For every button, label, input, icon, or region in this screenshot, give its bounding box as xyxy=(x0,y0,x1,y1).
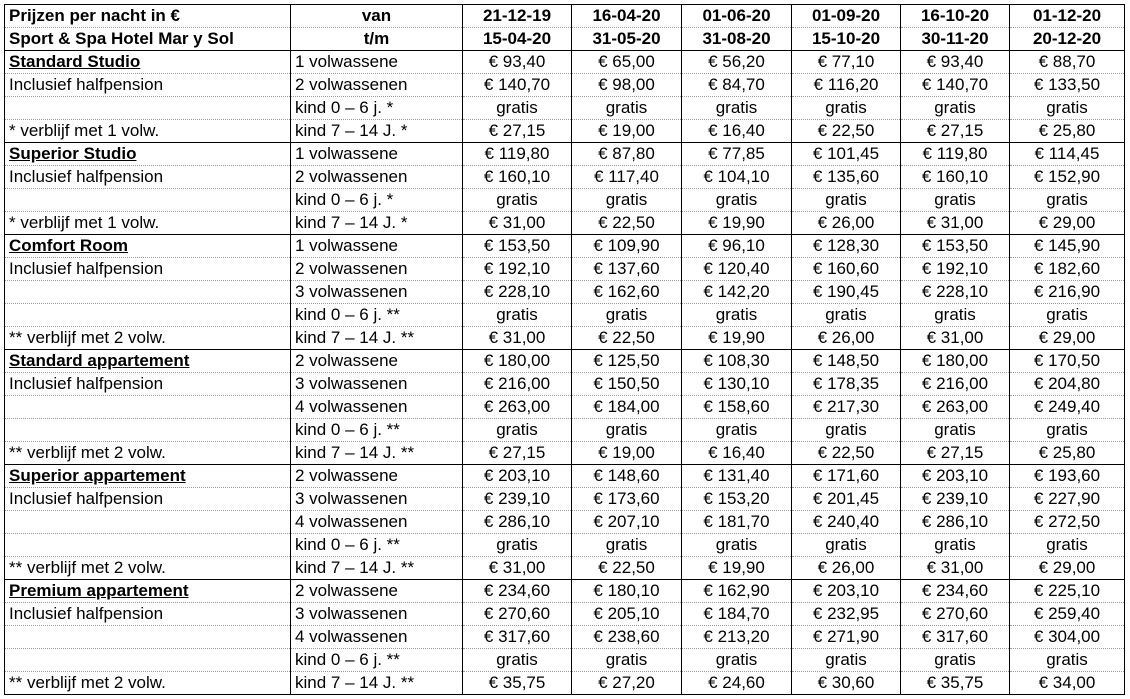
table-row xyxy=(5,396,1125,419)
price-cell[interactable]: € 88,70 xyxy=(1010,51,1125,74)
price-cell[interactable]: € 153,50 xyxy=(463,235,572,258)
price-cell[interactable]: € 270,60 xyxy=(901,603,1010,626)
price-cell[interactable]: € 93,40 xyxy=(901,51,1010,74)
price-cell[interactable]: € 25,80 xyxy=(1010,442,1125,465)
table-row xyxy=(5,97,1125,120)
occupancy-cell[interactable]: kind 0 – 6 j. ** xyxy=(291,304,463,327)
price-cell[interactable]: gratis xyxy=(463,189,572,212)
price-cell[interactable]: € 263,00 xyxy=(901,396,1010,419)
occupancy-cell[interactable]: 3 volwassenen xyxy=(291,488,463,511)
price-cell[interactable]: € 217,30 xyxy=(792,396,901,419)
occupancy-cell[interactable]: kind 7 – 14 J. ** xyxy=(291,327,463,350)
table-row xyxy=(5,74,1125,97)
room-type-cell[interactable]: Standard appartement xyxy=(5,350,291,373)
info-cell[interactable] xyxy=(5,281,291,304)
room-type-cell[interactable]: Superior appartement xyxy=(5,465,291,488)
price-cell[interactable]: gratis xyxy=(682,649,792,672)
price-cell[interactable]: € 140,70 xyxy=(463,74,572,97)
occupancy-cell[interactable]: kind 0 – 6 j. * xyxy=(291,97,463,120)
price-cell[interactable]: gratis xyxy=(572,304,682,327)
occupancy-cell[interactable]: 2 volwassenen xyxy=(291,258,463,281)
price-cell[interactable]: € 234,60 xyxy=(901,580,1010,603)
price-cell[interactable]: € 142,20 xyxy=(682,281,792,304)
price-cell[interactable]: € 119,80 xyxy=(463,143,572,166)
price-cell[interactable]: € 24,60 xyxy=(682,672,792,695)
occupancy-cell[interactable]: 2 volwassene xyxy=(291,580,463,603)
price-cell[interactable]: € 65,00 xyxy=(572,51,682,74)
price-cell[interactable]: € 201,45 xyxy=(792,488,901,511)
price-cell[interactable]: € 207,10 xyxy=(572,511,682,534)
price-cell[interactable]: gratis xyxy=(1010,189,1125,212)
occupancy-cell[interactable]: 3 volwassenen xyxy=(291,603,463,626)
info-cell[interactable]: ** verblijf met 2 volw. xyxy=(5,327,291,350)
info-cell[interactable] xyxy=(5,649,291,672)
info-cell[interactable]: Inclusief halfpension xyxy=(5,258,291,281)
price-cell[interactable]: € 178,35 xyxy=(792,373,901,396)
price-table-body xyxy=(5,5,1125,695)
table-row xyxy=(5,373,1125,396)
price-cell[interactable]: € 128,30 xyxy=(792,235,901,258)
price-cell[interactable]: € 213,20 xyxy=(682,626,792,649)
header-date-cell[interactable]: 21-12-19 xyxy=(463,5,572,28)
price-cell[interactable]: € 27,15 xyxy=(901,120,1010,143)
price-cell[interactable]: € 131,40 xyxy=(682,465,792,488)
table-row xyxy=(5,580,1125,603)
header-date-cell[interactable]: 16-10-20 xyxy=(901,5,1010,28)
price-cell[interactable]: € 259,40 xyxy=(1010,603,1125,626)
table-row xyxy=(5,534,1125,557)
price-cell[interactable]: gratis xyxy=(572,649,682,672)
occupancy-cell[interactable]: 4 volwassenen xyxy=(291,396,463,419)
table-row xyxy=(5,189,1125,212)
price-cell[interactable]: € 26,00 xyxy=(792,557,901,580)
room-type-cell[interactable]: Premium appartement xyxy=(5,580,291,603)
price-cell[interactable]: € 192,10 xyxy=(901,258,1010,281)
occupancy-cell[interactable]: kind 0 – 6 j. ** xyxy=(291,419,463,442)
table-row xyxy=(5,120,1125,143)
price-cell[interactable]: € 152,90 xyxy=(1010,166,1125,189)
price-cell[interactable]: € 114,45 xyxy=(1010,143,1125,166)
price-cell[interactable]: € 22,50 xyxy=(792,120,901,143)
price-cell[interactable]: € 227,90 xyxy=(1010,488,1125,511)
price-cell[interactable]: gratis xyxy=(572,97,682,120)
price-cell[interactable]: € 30,60 xyxy=(792,672,901,695)
table-row xyxy=(5,649,1125,672)
table-row xyxy=(5,166,1125,189)
price-cell[interactable]: € 125,50 xyxy=(572,350,682,373)
price-cell[interactable]: € 133,50 xyxy=(1010,74,1125,97)
price-cell[interactable]: gratis xyxy=(1010,649,1125,672)
table-row xyxy=(5,327,1125,350)
header-label-cell[interactable]: van xyxy=(291,5,463,28)
price-cell[interactable]: € 148,60 xyxy=(572,465,682,488)
info-cell[interactable]: Inclusief halfpension xyxy=(5,488,291,511)
info-cell[interactable] xyxy=(5,304,291,327)
header-date-cell[interactable]: 30-11-20 xyxy=(901,28,1010,51)
price-cell[interactable]: € 140,70 xyxy=(901,74,1010,97)
info-cell[interactable]: * verblijf met 1 volw. xyxy=(5,212,291,235)
price-cell[interactable]: € 22,50 xyxy=(572,327,682,350)
price-cell[interactable]: € 184,70 xyxy=(682,603,792,626)
table-row xyxy=(5,465,1125,488)
header-date-cell[interactable]: 01-06-20 xyxy=(682,5,792,28)
occupancy-cell[interactable]: 1 volwassene xyxy=(291,235,463,258)
info-cell[interactable] xyxy=(5,511,291,534)
info-cell[interactable] xyxy=(5,189,291,212)
info-cell[interactable] xyxy=(5,626,291,649)
price-cell[interactable]: € 101,45 xyxy=(792,143,901,166)
price-cell[interactable]: gratis xyxy=(682,534,792,557)
occupancy-cell[interactable]: 3 volwassenen xyxy=(291,281,463,304)
table-row xyxy=(5,143,1125,166)
price-cell[interactable]: € 96,10 xyxy=(682,235,792,258)
price-cell[interactable]: € 108,30 xyxy=(682,350,792,373)
price-table xyxy=(4,4,1125,695)
price-cell[interactable]: € 190,45 xyxy=(792,281,901,304)
occupancy-cell[interactable]: kind 7 – 14 J. ** xyxy=(291,442,463,465)
price-cell[interactable]: € 27,15 xyxy=(463,442,572,465)
price-cell[interactable]: € 173,60 xyxy=(572,488,682,511)
price-cell[interactable]: € 160,10 xyxy=(463,166,572,189)
price-cell[interactable]: € 16,40 xyxy=(682,120,792,143)
price-cell[interactable]: € 19,90 xyxy=(682,212,792,235)
price-cell[interactable]: gratis xyxy=(792,534,901,557)
price-cell[interactable]: € 84,70 xyxy=(682,74,792,97)
price-cell[interactable]: € 77,10 xyxy=(792,51,901,74)
header-date-cell[interactable]: 15-04-20 xyxy=(463,28,572,51)
table-row xyxy=(5,488,1125,511)
price-cell[interactable]: € 19,90 xyxy=(682,327,792,350)
price-cell[interactable]: gratis xyxy=(682,419,792,442)
price-cell[interactable]: € 87,80 xyxy=(572,143,682,166)
price-cell[interactable]: € 180,00 xyxy=(901,350,1010,373)
price-cell[interactable]: gratis xyxy=(792,97,901,120)
price-cell[interactable]: € 158,60 xyxy=(682,396,792,419)
price-cell[interactable]: € 181,70 xyxy=(682,511,792,534)
price-cell[interactable]: € 170,50 xyxy=(1010,350,1125,373)
table-row xyxy=(5,511,1125,534)
price-cell[interactable]: € 317,60 xyxy=(901,626,1010,649)
occupancy-cell[interactable]: kind 7 – 14 J. ** xyxy=(291,672,463,695)
price-cell[interactable]: € 31,00 xyxy=(463,327,572,350)
occupancy-cell[interactable]: 1 volwassene xyxy=(291,143,463,166)
info-cell[interactable]: Inclusief halfpension xyxy=(5,603,291,626)
price-cell[interactable]: € 160,10 xyxy=(901,166,1010,189)
price-cell[interactable]: € 31,00 xyxy=(463,212,572,235)
price-cell[interactable]: € 56,20 xyxy=(682,51,792,74)
price-cell[interactable]: € 29,00 xyxy=(1010,212,1125,235)
price-cell[interactable]: € 192,10 xyxy=(463,258,572,281)
price-cell[interactable]: gratis xyxy=(901,304,1010,327)
price-cell[interactable]: € 193,60 xyxy=(1010,465,1125,488)
price-cell[interactable]: € 162,90 xyxy=(682,580,792,603)
price-cell[interactable]: € 263,00 xyxy=(463,396,572,419)
price-cell[interactable]: € 286,10 xyxy=(901,511,1010,534)
price-cell[interactable]: € 19,00 xyxy=(572,442,682,465)
price-cell[interactable]: € 225,10 xyxy=(1010,580,1125,603)
room-type-cell[interactable]: Superior Studio xyxy=(5,143,291,166)
table-row xyxy=(5,672,1125,695)
price-cell[interactable]: € 239,10 xyxy=(901,488,1010,511)
price-cell[interactable]: € 182,60 xyxy=(1010,258,1125,281)
header-title-cell[interactable]: Prijzen per nacht in € xyxy=(5,5,291,28)
table-row xyxy=(5,442,1125,465)
table-row xyxy=(5,212,1125,235)
price-cell[interactable]: € 216,00 xyxy=(463,373,572,396)
price-cell[interactable]: € 240,40 xyxy=(792,511,901,534)
table-row xyxy=(5,419,1125,442)
price-cell[interactable]: € 25,80 xyxy=(1010,120,1125,143)
occupancy-cell[interactable]: kind 0 – 6 j. * xyxy=(291,189,463,212)
price-cell[interactable]: € 26,00 xyxy=(792,212,901,235)
occupancy-cell[interactable]: 2 volwassene xyxy=(291,465,463,488)
price-cell[interactable]: € 204,80 xyxy=(1010,373,1125,396)
price-cell[interactable]: € 203,10 xyxy=(463,465,572,488)
price-cell[interactable]: gratis xyxy=(792,419,901,442)
price-cell[interactable]: € 232,95 xyxy=(792,603,901,626)
price-cell[interactable]: € 119,80 xyxy=(901,143,1010,166)
price-cell[interactable]: € 29,00 xyxy=(1010,327,1125,350)
table-row xyxy=(5,281,1125,304)
price-cell[interactable]: gratis xyxy=(1010,304,1125,327)
price-cell[interactable]: € 22,50 xyxy=(572,212,682,235)
price-cell[interactable]: € 272,50 xyxy=(1010,511,1125,534)
price-cell[interactable]: € 234,60 xyxy=(463,580,572,603)
room-type-cell[interactable]: Comfort Room xyxy=(5,235,291,258)
price-cell[interactable]: € 137,60 xyxy=(572,258,682,281)
price-cell[interactable]: € 271,90 xyxy=(792,626,901,649)
price-cell[interactable]: € 31,00 xyxy=(901,212,1010,235)
price-cell[interactable]: € 184,00 xyxy=(572,396,682,419)
info-cell[interactable]: * verblijf met 1 volw. xyxy=(5,120,291,143)
price-cell[interactable]: gratis xyxy=(463,419,572,442)
price-cell[interactable]: gratis xyxy=(463,304,572,327)
price-cell[interactable]: € 98,00 xyxy=(572,74,682,97)
price-cell[interactable]: € 304,00 xyxy=(1010,626,1125,649)
occupancy-cell[interactable]: 2 volwassene xyxy=(291,350,463,373)
price-cell[interactable]: € 203,10 xyxy=(792,580,901,603)
price-cell[interactable]: € 26,00 xyxy=(792,327,901,350)
occupancy-cell[interactable]: 4 volwassenen xyxy=(291,511,463,534)
price-cell[interactable]: € 205,10 xyxy=(572,603,682,626)
occupancy-cell[interactable]: kind 0 – 6 j. ** xyxy=(291,534,463,557)
info-cell[interactable]: Inclusief halfpension xyxy=(5,74,291,97)
price-cell[interactable]: € 19,00 xyxy=(572,120,682,143)
price-cell[interactable]: gratis xyxy=(792,189,901,212)
price-cell[interactable]: gratis xyxy=(463,649,572,672)
price-cell[interactable]: € 117,40 xyxy=(572,166,682,189)
price-cell[interactable]: gratis xyxy=(572,419,682,442)
price-cell[interactable]: € 120,40 xyxy=(682,258,792,281)
occupancy-cell[interactable]: 2 volwassenen xyxy=(291,166,463,189)
price-cell[interactable]: gratis xyxy=(1010,97,1125,120)
price-cell[interactable]: € 171,60 xyxy=(792,465,901,488)
info-cell[interactable] xyxy=(5,419,291,442)
price-cell[interactable]: gratis xyxy=(1010,419,1125,442)
price-cell[interactable]: € 35,75 xyxy=(463,672,572,695)
header-title-cell[interactable]: Sport & Spa Hotel Mar y Sol xyxy=(5,28,291,51)
table-row xyxy=(5,304,1125,327)
price-cell[interactable]: gratis xyxy=(572,534,682,557)
price-cell[interactable]: gratis xyxy=(901,649,1010,672)
header-row xyxy=(5,5,1125,28)
price-cell[interactable]: gratis xyxy=(792,304,901,327)
occupancy-cell[interactable]: 1 volwassene xyxy=(291,51,463,74)
price-cell[interactable]: € 22,50 xyxy=(792,442,901,465)
price-cell[interactable]: € 270,60 xyxy=(463,603,572,626)
price-cell[interactable]: € 150,50 xyxy=(572,373,682,396)
info-cell[interactable] xyxy=(5,97,291,120)
info-cell[interactable]: ** verblijf met 2 volw. xyxy=(5,442,291,465)
info-cell[interactable] xyxy=(5,534,291,557)
price-cell[interactable]: € 77,85 xyxy=(682,143,792,166)
table-row xyxy=(5,603,1125,626)
price-cell[interactable]: € 239,10 xyxy=(463,488,572,511)
table-row xyxy=(5,258,1125,281)
price-cell[interactable]: € 148,50 xyxy=(792,350,901,373)
info-cell[interactable]: Inclusief halfpension xyxy=(5,166,291,189)
price-cell[interactable]: € 22,50 xyxy=(572,557,682,580)
header-row xyxy=(5,28,1125,51)
header-date-cell[interactable]: 01-09-20 xyxy=(792,5,901,28)
price-cell[interactable]: € 228,10 xyxy=(901,281,1010,304)
occupancy-cell[interactable]: 3 volwassenen xyxy=(291,373,463,396)
table-row xyxy=(5,235,1125,258)
price-cell[interactable]: gratis xyxy=(463,97,572,120)
price-cell[interactable]: € 29,00 xyxy=(1010,557,1125,580)
price-cell[interactable]: € 104,10 xyxy=(682,166,792,189)
price-cell[interactable]: € 34,00 xyxy=(1010,672,1125,695)
info-cell[interactable] xyxy=(5,396,291,419)
price-cell[interactable]: gratis xyxy=(901,419,1010,442)
price-cell[interactable]: gratis xyxy=(463,534,572,557)
header-date-cell[interactable]: 01-12-20 xyxy=(1010,5,1125,28)
room-type-cell[interactable]: Standard Studio xyxy=(5,51,291,74)
occupancy-cell[interactable]: kind 7 – 14 J. * xyxy=(291,212,463,235)
price-cell[interactable]: € 116,20 xyxy=(792,74,901,97)
header-date-cell[interactable]: 31-08-20 xyxy=(682,28,792,51)
price-cell[interactable]: gratis xyxy=(572,189,682,212)
price-cell[interactable]: gratis xyxy=(682,189,792,212)
price-cell[interactable]: € 27,15 xyxy=(463,120,572,143)
price-cell[interactable]: € 31,00 xyxy=(463,557,572,580)
occupancy-cell[interactable]: 2 volwassenen xyxy=(291,74,463,97)
header-date-cell[interactable]: 20-12-20 xyxy=(1010,28,1125,51)
occupancy-cell[interactable]: kind 0 – 6 j. ** xyxy=(291,649,463,672)
header-date-cell[interactable]: 16-04-20 xyxy=(572,5,682,28)
price-cell[interactable]: € 35,75 xyxy=(901,672,1010,695)
price-cell[interactable]: € 19,90 xyxy=(682,557,792,580)
occupancy-cell[interactable]: kind 7 – 14 J. * xyxy=(291,120,463,143)
price-cell[interactable]: € 162,60 xyxy=(572,281,682,304)
price-cell[interactable]: € 145,90 xyxy=(1010,235,1125,258)
info-cell[interactable]: Inclusief halfpension xyxy=(5,373,291,396)
header-date-cell[interactable]: 31-05-20 xyxy=(572,28,682,51)
price-cell[interactable]: gratis xyxy=(901,534,1010,557)
price-cell[interactable]: gratis xyxy=(682,304,792,327)
price-cell[interactable]: € 180,10 xyxy=(572,580,682,603)
price-cell[interactable]: gratis xyxy=(901,97,1010,120)
price-cell[interactable]: € 180,00 xyxy=(463,350,572,373)
table-row xyxy=(5,626,1125,649)
price-cell[interactable]: € 31,00 xyxy=(901,327,1010,350)
info-cell[interactable]: ** verblijf met 2 volw. xyxy=(5,672,291,695)
price-cell[interactable]: € 216,90 xyxy=(1010,281,1125,304)
price-cell[interactable]: € 16,40 xyxy=(682,442,792,465)
price-cell[interactable]: € 93,40 xyxy=(463,51,572,74)
price-cell[interactable]: gratis xyxy=(1010,534,1125,557)
price-cell[interactable]: gratis xyxy=(901,189,1010,212)
occupancy-cell[interactable]: kind 7 – 14 J. ** xyxy=(291,557,463,580)
price-cell[interactable]: € 228,10 xyxy=(463,281,572,304)
table-row xyxy=(5,350,1125,373)
price-cell[interactable]: € 130,10 xyxy=(682,373,792,396)
price-cell[interactable]: € 216,00 xyxy=(901,373,1010,396)
header-date-cell[interactable]: 15-10-20 xyxy=(792,28,901,51)
price-cell[interactable]: € 249,40 xyxy=(1010,396,1125,419)
price-cell[interactable]: € 203,10 xyxy=(901,465,1010,488)
price-cell[interactable]: € 27,20 xyxy=(572,672,682,695)
price-cell[interactable]: € 27,15 xyxy=(901,442,1010,465)
price-cell[interactable]: € 135,60 xyxy=(792,166,901,189)
price-cell[interactable]: € 31,00 xyxy=(901,557,1010,580)
price-cell[interactable]: € 286,10 xyxy=(463,511,572,534)
table-row xyxy=(5,557,1125,580)
price-cell[interactable]: € 317,60 xyxy=(463,626,572,649)
price-cell[interactable]: gratis xyxy=(792,649,901,672)
price-cell[interactable]: € 238,60 xyxy=(572,626,682,649)
occupancy-cell[interactable]: 4 volwassenen xyxy=(291,626,463,649)
price-cell[interactable]: € 153,20 xyxy=(682,488,792,511)
price-cell[interactable]: gratis xyxy=(682,97,792,120)
header-label-cell[interactable]: t/m xyxy=(291,28,463,51)
price-cell[interactable]: € 109,90 xyxy=(572,235,682,258)
price-cell[interactable]: € 160,60 xyxy=(792,258,901,281)
info-cell[interactable]: ** verblijf met 2 volw. xyxy=(5,557,291,580)
table-row xyxy=(5,51,1125,74)
price-cell[interactable]: € 153,50 xyxy=(901,235,1010,258)
